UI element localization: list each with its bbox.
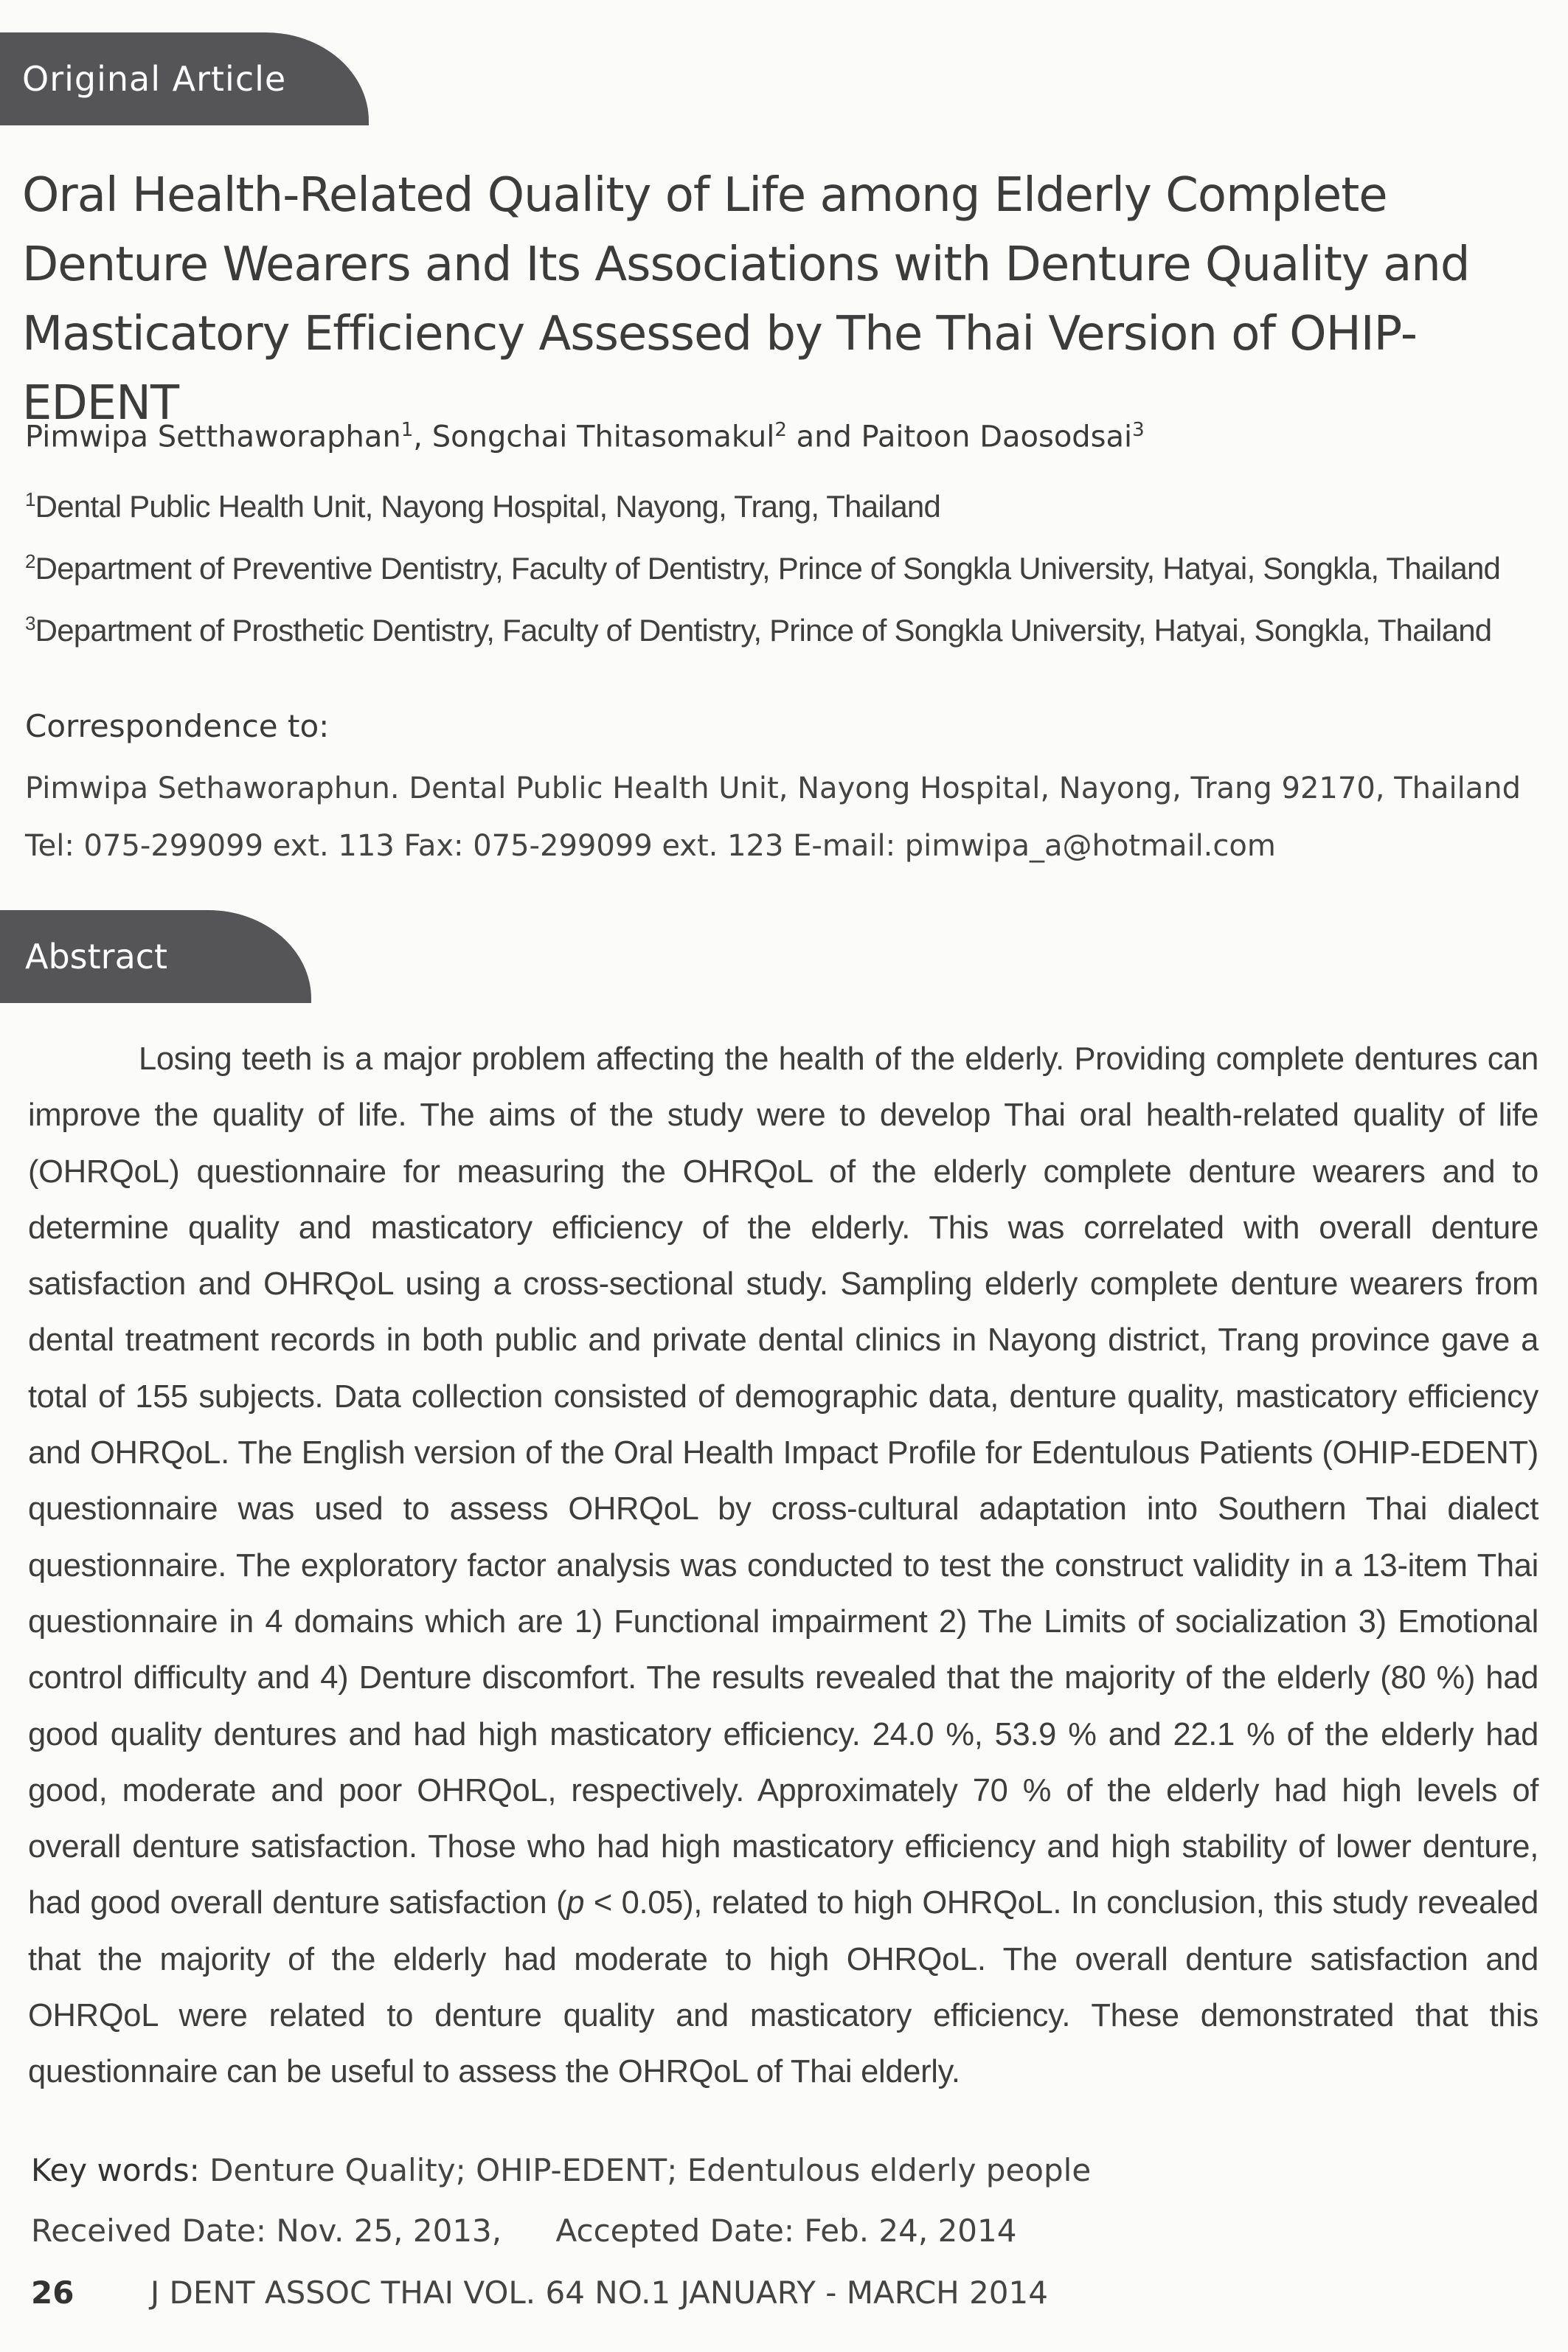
article-dates — [31, 2213, 1536, 2249]
author-name: Paitoon Daosodsai — [861, 420, 1133, 454]
abstract-text — [28, 1031, 1538, 2101]
abstract-text-part: < 0.05), related to high OHRQoL. In conclusion, this study revealed that the majority of the elderly had moderate to high OHRQoL. The overall denture satisfaction and OHRQoL were related to denture quality and masticatory efficiency. These demonstrated that this questionnaire can be useful to assess the OHRQoL of Thai elderly. — [28, 1885, 1538, 2090]
abstract-tab-label: Abstract — [25, 937, 168, 976]
affiliation-text: Department of Prosthetic Dentistry, Faculty of Dentistry, Prince of Songkla University, Hatyai, Songkla, Thailand — [35, 613, 1492, 648]
page-number: 26 — [31, 2275, 74, 2311]
author-list — [25, 419, 1544, 454]
author-name: Songchai Thitasomakul — [431, 420, 775, 454]
author-affiliation-mark: 1 — [400, 419, 414, 441]
correspondence-label: Correspondence to: — [25, 708, 330, 744]
affiliation-text: Department of Preventive Dentistry, Faculty of Dentistry, Prince of Songkla University, Hatyai, Songkla, Thailand — [35, 551, 1501, 586]
section-tab-label: Original Article — [22, 59, 287, 99]
affiliation — [25, 472, 1552, 534]
affiliation-text: Dental Public Health Unit, Nayong Hospital, Nayong, Trang, Thailand — [35, 489, 941, 524]
page-footer — [31, 2275, 1536, 2311]
keywords — [31, 2152, 1536, 2188]
affiliation-mark: 3 — [25, 612, 35, 634]
received-date: Received Date: Nov. 25, 2013, — [31, 2213, 502, 2249]
affiliation — [25, 596, 1552, 658]
affiliation — [25, 534, 1552, 596]
author-name: Pimwipa Setthaworaphan — [25, 420, 401, 454]
author-separator: , — [413, 420, 432, 454]
article-title: Oral Health-Related Quality of Life among Elderly Complete Denture Wearers and Its Associations with Denture Quality and Masticatory Efficiency Assessed by The Thai Version of OHIP-EDENT — [22, 168, 1470, 431]
author-separator: and — [786, 420, 861, 454]
affiliation-mark: 1 — [25, 488, 35, 510]
journal-citation: J DENT ASSOC THAI VOL. 64 NO.1 JANUARY - MARCH 2014 — [150, 2275, 1048, 2311]
author-affiliation-mark: 3 — [1132, 419, 1145, 441]
correspondence-block — [25, 760, 1552, 875]
affiliation-list — [25, 472, 1552, 658]
affiliation-mark: 2 — [25, 550, 35, 572]
section-tab — [0, 32, 369, 125]
correspondence-address: Pimwipa Sethaworaphun. Dental Public Health Unit, Nayong Hospital, Nayong, Trang 92170, Thailand — [25, 771, 1521, 805]
p-value-symbol: p — [566, 1885, 585, 1921]
author-affiliation-mark: 2 — [774, 419, 787, 441]
accepted-date: Accepted Date: Feb. 24, 2014 — [555, 2213, 1017, 2249]
abstract-text-part: Losing teeth is a major problem affecting the health of the elderly. Providing complete dentures can improve the quality of life. The aims of the study were to develop Thai oral health-related quality of life (OHRQoL) questionnaire for measuring the OHRQoL of the elderly complete denture wearers and to determine quality and masticatory efficiency of the elderly. This was correlated with overall denture satisfaction and OHRQoL using a cross-sectional study. Sampling elderly complete denture wearers from dental treatment records in both public and private dental clinics in Nayong district, Trang province gave a total of 155 subjects. Data collection consisted of demographic data, denture quality, masticatory efficiency and OHRQoL. The English version of the Oral Health Impact Profile for Edentulous Patients (OHIP-EDENT) questionnaire was used to assess OHRQoL by cross-cultural adaptation into Southern Thai dialect questionnaire. The exploratory factor analysis was conducted to test the construct validity in a 13-item Thai questionnaire in 4 domains which are 1) Functional impairment 2) The Limits of socialization 3) Emotional control difficulty and 4) Denture discomfort. The results revealed that the majority of the elderly (80 %) had good quality dentures and had high masticatory efficiency. 24.0 %, 53.9 % and 22.1 % of the elderly had good, moderate and poor OHRQoL, respectively. Approximately 70 % of the elderly had high levels of overall denture satisfaction. Those who had high masticatory efficiency and high stability of lower denture, had good overall denture satisfaction ( — [28, 1041, 1538, 1921]
abstract-tab — [0, 910, 311, 1003]
correspondence-contact: Tel: 075-299099 ext. 113 Fax: 075-299099 ext. 123 E-mail: pimwipa_a@hotmail.com — [25, 829, 1276, 863]
keywords-text: Denture Quality; OHIP-EDENT; Edentulous elderly people — [209, 2152, 1092, 2188]
keywords-label: Key words: — [31, 2152, 200, 2188]
